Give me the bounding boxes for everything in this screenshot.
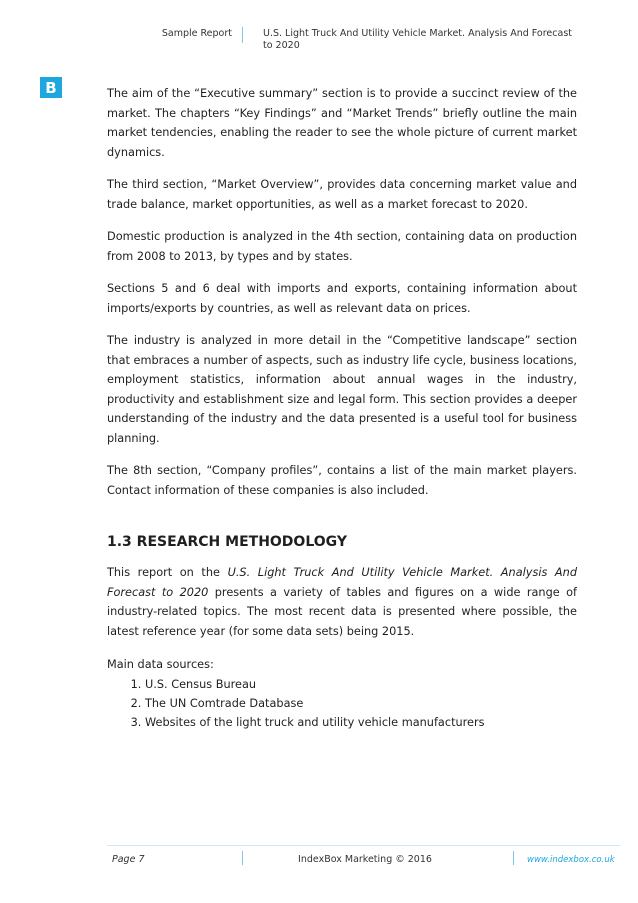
intro-text-before: This report on the bbox=[107, 566, 228, 579]
header-report-label: Sample Report bbox=[161, 28, 232, 39]
list-item: 3. Websites of the light truck and utility vehicle manufacturers bbox=[145, 713, 577, 732]
sources-list bbox=[107, 675, 577, 732]
indexbox-logo: B bbox=[40, 77, 62, 98]
intro-report-title: U.S. Light Truck And Utility Vehicle Market. Analysis And Forecast to 2020 bbox=[107, 566, 577, 599]
page-body bbox=[107, 84, 577, 732]
footer-copyright: IndexBox Marketing © 2016 bbox=[298, 854, 432, 865]
footer-divider bbox=[242, 851, 243, 865]
section-heading: 1.3 RESEARCH METHODOLOGY bbox=[107, 534, 347, 550]
list-item: 2. The UN Comtrade Database bbox=[145, 694, 577, 713]
sources-label: Main data sources: bbox=[107, 658, 214, 671]
list-item: 1. U.S. Census Bureau bbox=[145, 675, 577, 694]
paragraph-executive-summary: The aim of the “Executive summary” section is to provide a succinct review of the market. The chapters “Key Findings” and “Market Trends” briefly outline the main market tendencies, enabling the reader to see the whole picture of current market dynamics. bbox=[107, 87, 577, 159]
paragraph-competitive-landscape: The industry is analyzed in more detail in the “Competitive landscape” section that embraces a number of aspects, such as industry life cycle, business locations, employment statistics, information about annual wages in the industry, productivity and establishment size and legal form. This section provides a deeper understanding of the industry and the data presented is a useful tool for business planning. bbox=[107, 334, 577, 445]
footer-divider bbox=[513, 851, 514, 865]
header-divider bbox=[242, 27, 243, 43]
intro-text-after: presents a variety of tables and figures on a wide range of industry-related topics. The most recent data is presented where possible, the latest reference year (for some data sets) being 2015. bbox=[107, 585, 577, 638]
paragraph-domestic-production: Domestic production is analyzed in the 4th section, containing data on production from 2008 to 2013, by types and by states. bbox=[107, 230, 577, 263]
paragraph-market-overview: The third section, “Market Overview”, provides data concerning market value and trade balance, market opportunities, as well as a market forecast to 2020. bbox=[107, 178, 577, 211]
paragraph-imports-exports: Sections 5 and 6 deal with imports and exports, containing information about imports/exports by countries, as well as relevant data on prices. bbox=[107, 282, 577, 315]
footer-website-link[interactable]: www.indexbox.co.uk bbox=[527, 855, 615, 865]
paragraph-company-profiles: The 8th section, “Company profiles”, contains a list of the main market players. Contact information of these companies is also included. bbox=[107, 464, 577, 497]
header-report-title: U.S. Light Truck And Utility Vehicle Market. Analysis And Forecast to 2020 bbox=[263, 28, 573, 51]
footer-page-number: Page 7 bbox=[112, 854, 145, 865]
methodology-intro bbox=[107, 563, 577, 641]
footer-rule bbox=[107, 845, 620, 846]
